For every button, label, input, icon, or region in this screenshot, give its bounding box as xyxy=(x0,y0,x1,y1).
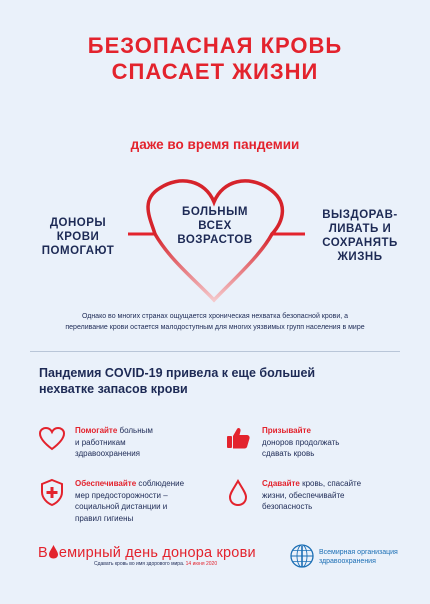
world-blood-donor-day-logo: В емирный день донора крови Сдавать кровь во имя здорового мира. 14 июня 2020 xyxy=(38,545,256,567)
blood-drop-icon xyxy=(225,478,251,508)
title-line-2: СПАСАЕТ ЖИЗНИ xyxy=(111,59,319,84)
heart-outline-icon xyxy=(38,425,66,453)
action-encourage-text: Призывайте доноров продолжать сдавать кровь xyxy=(262,426,340,458)
action-help-text: Помогайте больным и работникам здравоохранения xyxy=(75,426,153,458)
heart-left-label: ДОНОРЫ КРОВИ ПОМОГАЮТ xyxy=(41,217,115,257)
poster-title xyxy=(0,33,430,85)
footer-tagline: Сдавать кровь во имя здорового мира. 14 июня 2020 xyxy=(94,561,218,567)
title-line-1: БЕЗОПАСНАЯ КРОВЬ xyxy=(87,33,343,58)
shortage-note: Однако во многих странах ощущается хроническая нехватка безопасной крови, а переливание крови остается малодоступным для многих уязвимых групп населения в мире xyxy=(65,313,365,331)
divider xyxy=(30,351,400,352)
thumbs-up-icon xyxy=(225,425,251,451)
covid-section-title: Пандемия COVID-19 привела к еще большей нехватке запасов крови xyxy=(39,366,316,396)
action-ensure-text: Обеспечивайте соблюдение мер предосторожности – социальной дистанции и правил гигиены xyxy=(75,479,185,523)
heart-center-label: БОЛЬНЫМ ВСЕХ ВОЗРАСТОВ xyxy=(177,206,253,246)
poster-subtitle: даже во время пандемии xyxy=(130,137,300,152)
who-emblem-icon xyxy=(289,543,315,569)
action-donate-text: Сдавайте кровь, спасайте жизни, обеспечивайте безопасность xyxy=(262,479,362,511)
blood-drop-logo-icon xyxy=(48,545,59,561)
who-name: Всемирная организация здравоохранения xyxy=(319,549,398,565)
who-logo xyxy=(289,543,398,574)
shield-cross-icon xyxy=(38,478,66,508)
heart-right-label: ВЫЗДОРАВ- ЛИВАТЬ И СОХРАНЯТЬ ЖИЗНЬ xyxy=(322,209,398,263)
